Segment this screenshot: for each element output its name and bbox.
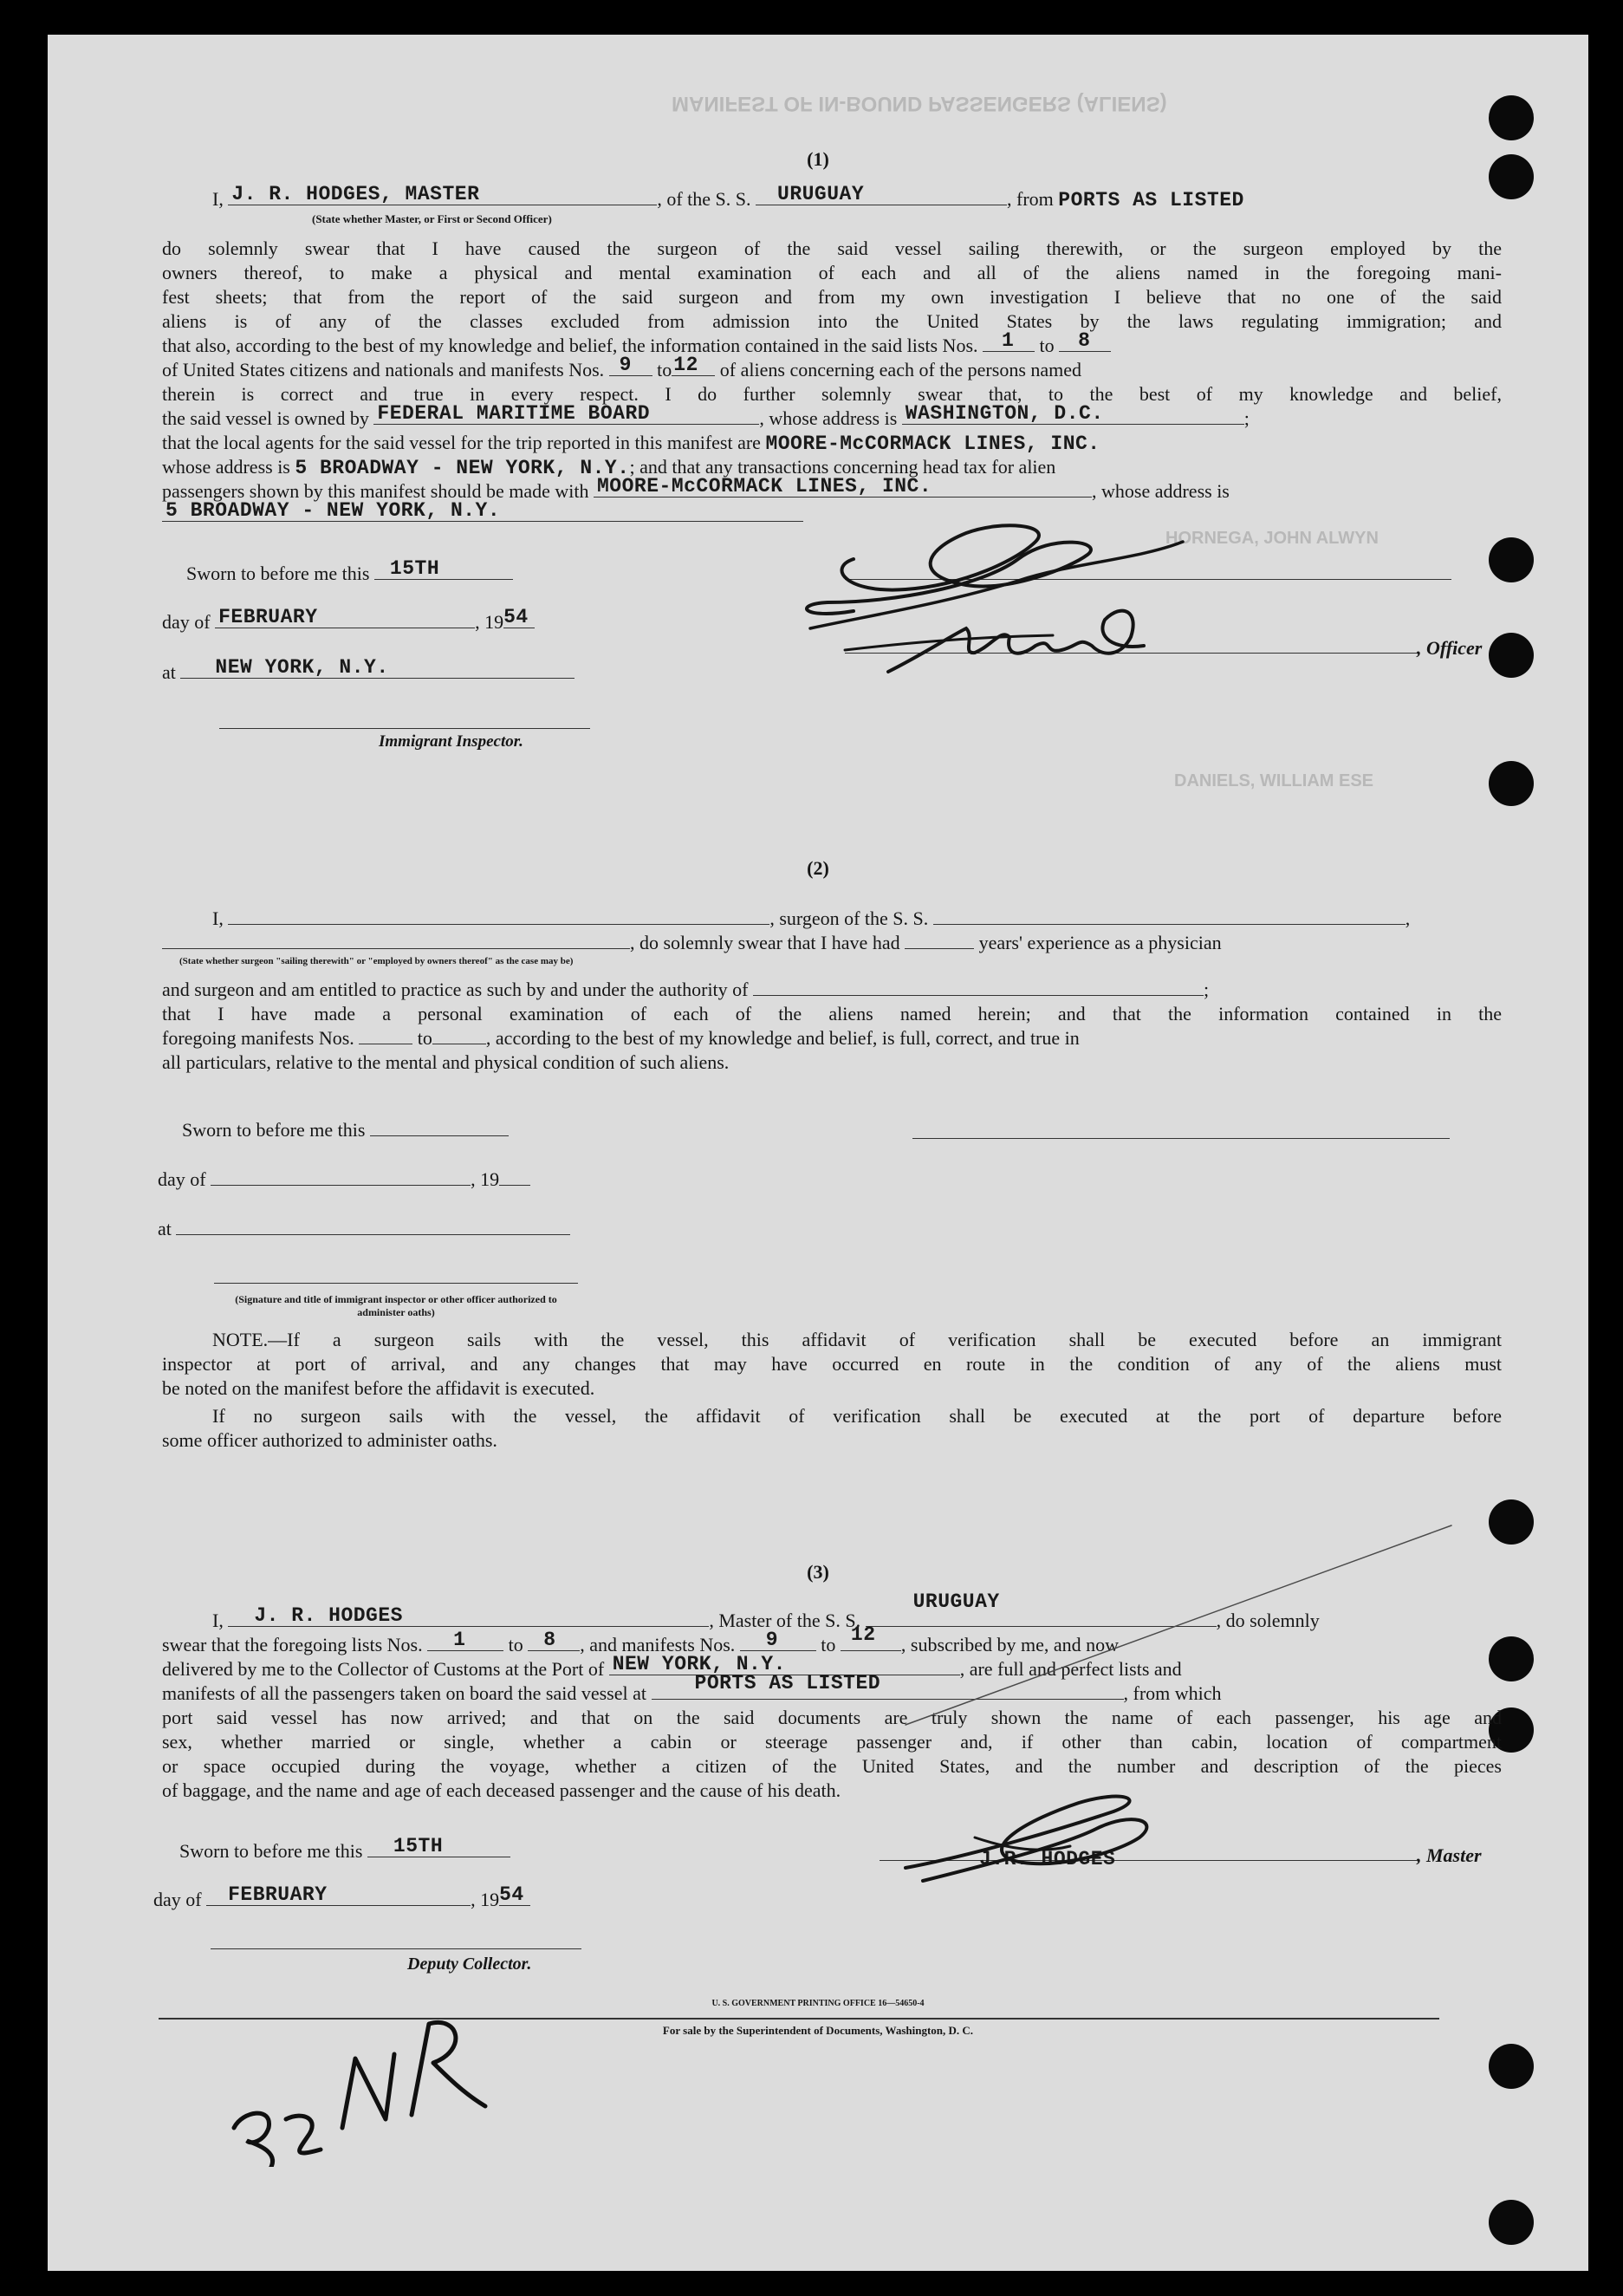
paragraph-line: port said vessel has now arrived; and that on the said documents are truly shown the name of each passenger, his age and <box>162 1707 1502 1728</box>
section3-line3: delivered by me to the Collector of Customs at the Port of NEW YORK, N.Y. , are full and perfect lists and <box>162 1652 1182 1680</box>
bleed-through-text-2: DANIELS, WILLIAM ESE <box>1174 771 1373 790</box>
paragraph-line: of baggage, and the name and age of each deceased passenger and the cause of his death. <box>162 1779 841 1801</box>
section2-line6: all particulars, relative to the mental and physical condition of such aliens. <box>162 1051 730 1073</box>
punch-hole <box>1489 537 1534 582</box>
agent-address-field: 5 BROADWAY - NEW YORK, N.Y. <box>295 457 630 479</box>
punch-hole <box>1489 761 1534 806</box>
agent-address-line: whose address is 5 BROADWAY - NEW YORK, N.Y.; and that any transactions concerning head tax for alien <box>162 456 1056 479</box>
punch-hole <box>1489 2044 1534 2089</box>
gpo-imprint: U. S. GOVERNMENT PRINTING OFFICE 16—54650-4 <box>711 1999 925 2008</box>
headtax-company-field: MOORE-McCORMACK LINES, INC. <box>597 474 932 498</box>
at-line-2: at <box>158 1217 570 1242</box>
master-name-field-3: J. R. HODGES <box>254 1603 403 1627</box>
section1-line1: I, J. R. HODGES, MASTER , of the S. S. URUGUAY , from PORTS AS LISTED <box>212 182 1244 211</box>
day-of-line-1: day of FEBRUARY , 19 54 <box>162 610 535 635</box>
paragraph-line: sex, whether married or single, whether a cabin or steerage passenger and, if other than cabin, location of compartment <box>162 1731 1502 1753</box>
month-field-3: FEBRUARY <box>228 1883 328 1906</box>
owner-field: FEDERAL MARITIME BOARD <box>377 401 651 425</box>
section3-line1: I, J. R. HODGES , Master of the S. S. URUGUAY , do solemnly <box>212 1590 1320 1631</box>
section2-line5: foregoing manifests Nos. to , according to the best of my knowledge and belief, is full, correct, and true in <box>162 1027 1080 1049</box>
paragraph-line: do solemnly swear that I have caused the surgeon of the said vessel sailing therewith, or the surgeon employed by the <box>162 237 1502 259</box>
section-number-3: (3) <box>807 1561 829 1583</box>
bleed-through-text: HORNEGA, JOHN ALWYN <box>1165 529 1379 548</box>
section-number-2: (2) <box>807 857 829 879</box>
day-of-line-2: day of , 19 <box>158 1168 530 1193</box>
signature-note: (Signature and title of immigrant inspector or other officer authorized to administer oaths) <box>235 1293 557 1318</box>
section-number-1: (1) <box>807 148 829 170</box>
port-field: NEW YORK, N.Y. <box>612 1652 786 1675</box>
owner-address-field: WASHINGTON, D.C. <box>905 401 1104 425</box>
ports-field: PORTS AS LISTED <box>1058 189 1244 211</box>
ship-name-field: URUGUAY <box>777 182 865 205</box>
year-field: 54 <box>503 605 529 628</box>
paragraph-line: or space occupied during the voyage, whether a citizen of the United States, and the number and description of the pieces <box>162 1755 1502 1777</box>
sworn-day-field-3: 15TH <box>393 1834 444 1857</box>
sworn-day-field: 15TH <box>389 556 440 580</box>
section2-line2: , do solemnly swear that I have had years' experience as a physician <box>162 931 1222 956</box>
sworn-line-3: Sworn to before me this 15TH <box>179 1839 510 1864</box>
paragraph-line: therein is correct and true in every respect. I do further solemnly swear that, to the best of my knowledge and belief, <box>162 383 1502 405</box>
sale-notice: For sale by the Superintendent of Documents, Washington, D. C. <box>662 2024 974 2037</box>
punch-hole <box>1489 2200 1534 2245</box>
master-signature-3 <box>871 1785 1235 1898</box>
at-line-1: at NEW YORK, N.Y. <box>162 660 575 686</box>
sworn-line-1: Sworn to before me this 15TH <box>186 562 513 587</box>
section2-line3: and surgeon and am entitled to practice as such by and under the authority of ; <box>162 979 1210 1000</box>
inspector-signature-line-2 <box>214 1283 578 1284</box>
collector-signature-line <box>211 1948 581 1949</box>
collector-label: Deputy Collector. <box>407 1955 532 1974</box>
inspector-label: Immigrant Inspector. <box>379 732 523 751</box>
paragraph-line: fest sheets; that from the report of the said surgeon and from my own investigation I believe that no one of the said <box>162 286 1502 308</box>
paragraph-line: owners thereof, to make a physical and mental examination of each and all of the aliens named in the foregoing mani- <box>162 262 1502 283</box>
punch-hole <box>1489 95 1534 140</box>
note-line: NOTE.—If a surgeon sails with the vessel, this affidavit of verification shall be executed before an immigrant <box>212 1329 1502 1350</box>
note-line: some officer authorized to administer oaths. <box>162 1429 497 1451</box>
handwritten-note <box>208 1968 503 2167</box>
manifest-page <box>48 35 1588 2271</box>
section3-line4: manifests of all the passengers taken on board the said vessel at PORTS AS LISTED , from which <box>162 1671 1222 1704</box>
officer-label: , Officer <box>1417 637 1483 659</box>
note-line: If no surgeon sails with the vessel, the affidavit of verification shall be executed at the port of departure before <box>212 1405 1502 1427</box>
paragraph-line: aliens is of any of the classes excluded from admission into the United States by the laws regulating immigration; and <box>162 310 1502 332</box>
diagonal-stroke <box>897 1508 1503 1733</box>
inspector-signature-line <box>219 728 590 729</box>
surgeon-note: (State whether surgeon "sailing therewith" or "employed by owners thereof" as the case may be) <box>179 956 574 966</box>
master-note: (State whether Master, or First or Second Officer) <box>312 212 552 225</box>
headtax-address-line <box>162 498 803 529</box>
day-of-line-3: day of FEBRUARY , 19 54 <box>153 1888 530 1913</box>
ports-field-3: PORTS AS LISTED <box>694 1671 881 1694</box>
owner-line: the said vessel is owned by FEDERAL MARITIME BOARD , whose address is WASHINGTON, D.C. ; <box>162 401 1250 429</box>
master-typed-name: J.R. HODGES <box>979 1848 1116 1870</box>
punch-hole <box>1489 633 1534 678</box>
headtax-address-field: 5 BROADWAY - NEW YORK, N.Y. <box>166 498 501 522</box>
agents-field: MOORE-McCORMACK LINES, INC. <box>765 433 1100 455</box>
year-field-3: 54 <box>499 1883 524 1906</box>
place-field: NEW YORK, N.Y. <box>215 655 389 679</box>
master-label: , Master <box>1417 1844 1482 1866</box>
note-line: inspector at port of arrival, and any changes that may have occurred en route in the condition of any of the aliens must <box>162 1353 1502 1375</box>
bleed-through-header: MANIFEST OF IN-BOUND PASSENGERS (ALIENS) <box>672 92 1167 115</box>
master-signature-1 <box>793 507 1243 698</box>
ship-name-field-3: URUGUAY <box>912 1590 1000 1613</box>
manifests-line: of United States citizens and nationals and manifests Nos. 9 to 12 of aliens concerning each of the persons named <box>162 353 1082 380</box>
note-line: be noted on the manifest before the affidavit is executed. <box>162 1377 595 1399</box>
master-name-field: J. R. HODGES, MASTER <box>231 182 480 205</box>
sworn-line-2: Sworn to before me this <box>182 1118 509 1143</box>
headtax-line: passengers shown by this manifest should be made with MOORE-McCORMACK LINES, INC. , whose address is <box>162 474 1230 502</box>
surgeon-signature-line <box>912 1138 1450 1139</box>
section3-line2: swear that the foregoing lists Nos. 1 to 8 , and manifests Nos. 9 to 12 , subscribed by me, and now <box>162 1623 1120 1655</box>
section2-line1: I, , surgeon of the S. S. , <box>212 907 1411 929</box>
month-field: FEBRUARY <box>218 605 318 628</box>
agents-line: that the local agents for the said vessel for the trip reported in this manifest are MOORE-McCORMACK LINES, INC. <box>162 432 1100 455</box>
lists-line: that also, according to the best of my knowledge and belief, the information contained in the said lists Nos. 1 to 8 <box>162 334 1502 359</box>
section2-line4: that I have made a personal examination of each of the aliens named herein; and that the information contained in the <box>162 1003 1502 1024</box>
